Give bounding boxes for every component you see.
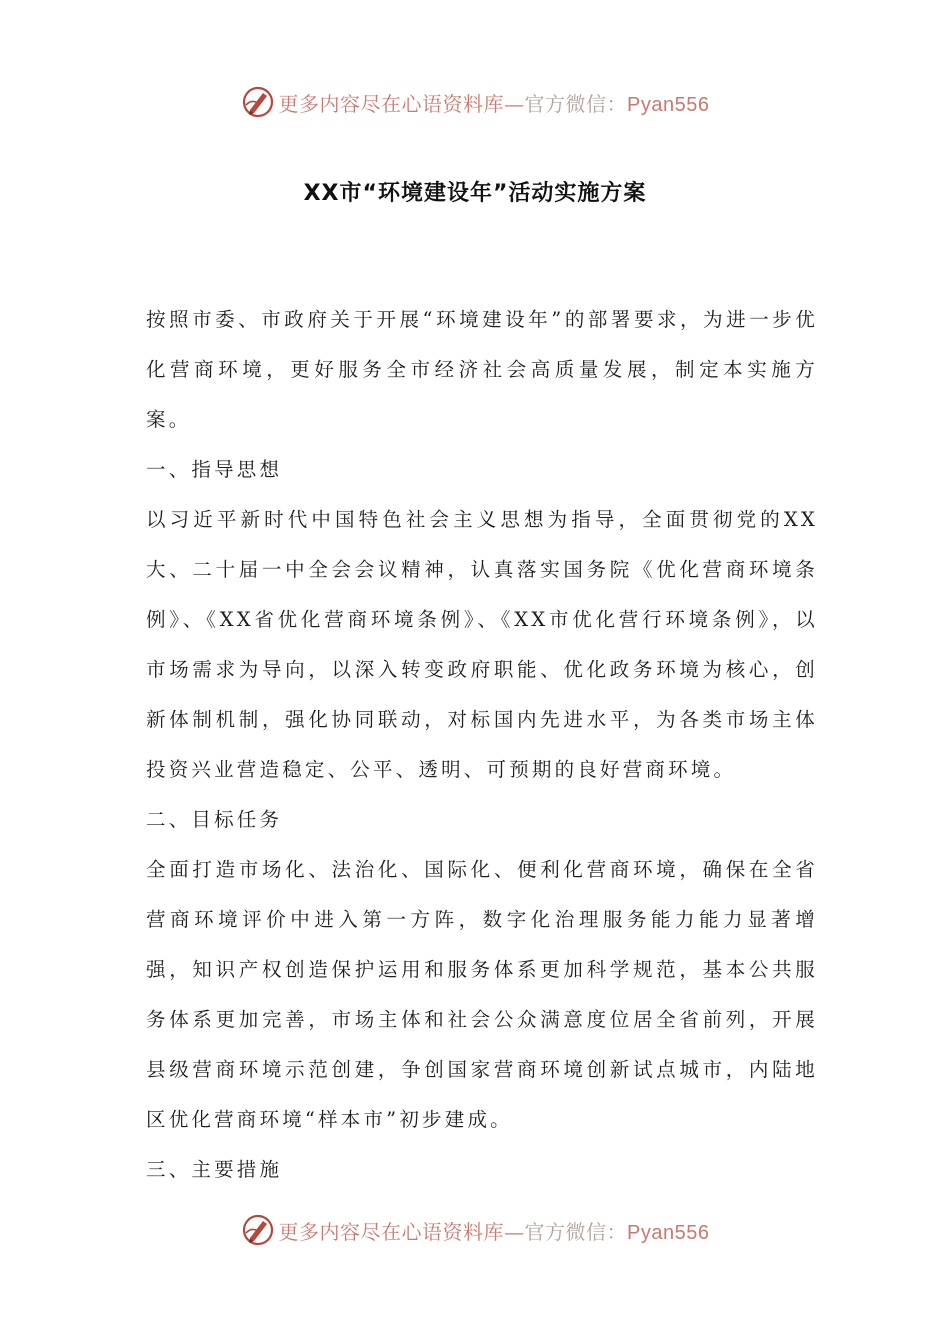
section-heading-goals: 二、目标任务	[146, 808, 283, 831]
goals-paragraph: 全面打造市场化、法治化、国际化、便利化营商环境，确保在全省营商环境评价中进入第一方阵，数字化治理服务能力能力显著增强，知识产权创造保护运用和服务体系更加科学规范，基本公共服务体系更加完善，市场主体和社会公众满意度位居全省前列，开展县级营商环境示范创建，争创国家营商环境创新试点城市，内陆地区优化营商环境“样本市”初步建成。	[146, 858, 818, 1131]
watermark-text: 更多内容尽在心语资料库—官方微信：Pyan556	[278, 91, 710, 116]
section-heading-measures: 三、主要措施	[146, 1158, 283, 1181]
document-title: XX市“环境建设年”活动实施方案	[303, 181, 647, 206]
watermark-banner-top	[0, 80, 950, 124]
section-heading-guiding-ideology: 一、指导思想	[146, 458, 283, 481]
pen-logo-icon	[241, 1213, 275, 1247]
watermark-text: 更多内容尽在心语资料库—官方微信：Pyan556	[278, 1219, 710, 1244]
document-body	[146, 295, 818, 1195]
wechat-label: 官方微信：	[524, 1219, 628, 1244]
pen-logo-icon	[241, 85, 275, 119]
wechat-label: 官方微信：	[524, 91, 628, 116]
watermark-banner-bottom	[0, 1208, 950, 1252]
intro-paragraph: 按照市委、市政府关于开展“环境建设年”的部署要求，为进一步优化营商环境，更好服务全市经济社会高质量发展，制定本实施方案。	[146, 308, 818, 431]
wechat-id: Pyan556	[627, 1221, 710, 1244]
wechat-id: Pyan556	[627, 93, 710, 116]
guiding-ideology-paragraph: 以习近平新时代中国特色社会主义思想为指导，全面贯彻党的XX大、二十届一中全会会议精神，认真落实国务院《优化营商环境条例》、《XX省优化营商环境条例》、《XX市优化营行环境条例》，以市场需求为导向，以深入转变政府职能、优化政务环境为核心，创新体制机制，强化协同联动，对标国内先进水平，为各类市场主体投资兴业营造稳定、公平、透明、可预期的良好营商环境。	[146, 508, 818, 781]
